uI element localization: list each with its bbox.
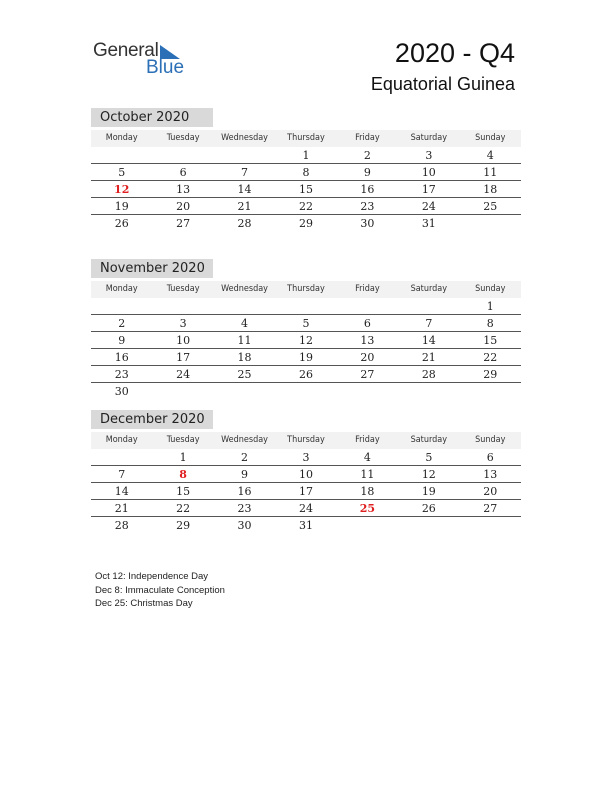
week-row	[91, 332, 521, 349]
day-cell: 11	[360, 468, 375, 481]
day-cell: 2	[241, 451, 249, 464]
day-cell: 18	[360, 485, 375, 498]
day-cell	[152, 298, 213, 314]
weekday-header: Monday	[105, 133, 138, 143]
day-cell: 27	[483, 502, 498, 515]
day-cell: 21	[421, 351, 436, 364]
day-cell: 31	[421, 217, 436, 230]
day-cell: 17	[421, 183, 436, 196]
day-cell: 23	[237, 502, 252, 515]
day-cell: 12	[114, 183, 130, 196]
month-november	[91, 259, 521, 400]
day-cell: 4	[486, 149, 494, 162]
day-cell: 8	[179, 468, 187, 481]
day-cell	[398, 383, 459, 400]
day-cell: 23	[360, 200, 375, 213]
day-cell: 24	[176, 368, 191, 381]
country-name: Equatorial Guinea	[370, 74, 515, 94]
month-label: December 2020	[91, 410, 213, 429]
day-cell: 14	[237, 183, 252, 196]
day-cell	[275, 298, 336, 314]
day-cell: 21	[114, 502, 129, 515]
week-row	[91, 466, 521, 483]
day-cell: 22	[483, 351, 498, 364]
day-cell: 5	[118, 166, 126, 179]
week-row	[91, 449, 521, 466]
day-cell: 2	[118, 317, 126, 330]
day-cell: 1	[486, 300, 494, 313]
weekday-header: Tuesday	[166, 435, 200, 445]
logo-blue-text: Blue	[146, 57, 185, 78]
day-cell: 5	[302, 317, 310, 330]
weekday-header: Wednesday	[221, 435, 268, 445]
page-title: 2020 - Q4	[394, 38, 515, 68]
day-cell: 15	[483, 334, 498, 347]
weekday-header-row	[91, 130, 521, 147]
day-cell	[337, 383, 398, 400]
day-cell: 20	[176, 200, 191, 213]
day-cell	[398, 517, 459, 534]
day-cell: 28	[421, 368, 436, 381]
day-cell: 16	[114, 351, 129, 364]
day-cell: 1	[302, 149, 310, 162]
day-cell: 20	[360, 351, 375, 364]
day-cell: 7	[241, 166, 249, 179]
day-cell: 30	[114, 385, 129, 398]
weekday-header: Thursday	[287, 284, 325, 294]
day-cell: 7	[118, 468, 126, 481]
day-cell: 28	[114, 519, 129, 532]
day-cell: 14	[114, 485, 129, 498]
month-december	[91, 410, 521, 534]
day-cell: 11	[483, 166, 498, 179]
day-cell: 3	[179, 317, 187, 330]
weekday-header: Thursday	[287, 435, 325, 445]
day-cell: 13	[360, 334, 375, 347]
day-cell: 19	[421, 485, 436, 498]
day-cell: 20	[483, 485, 498, 498]
weekday-header: Thursday	[287, 133, 325, 143]
month-october	[91, 108, 521, 232]
day-cell: 6	[363, 317, 371, 330]
week-row	[91, 215, 521, 232]
weekday-header: Sunday	[475, 133, 506, 143]
month-label: November 2020	[91, 259, 213, 278]
day-cell: 29	[483, 368, 498, 381]
day-cell: 17	[298, 485, 313, 498]
day-cell: 30	[237, 519, 252, 532]
week-row	[91, 147, 521, 164]
week-row	[91, 164, 521, 181]
day-cell: 9	[241, 468, 249, 481]
day-cell: 18	[237, 351, 252, 364]
day-cell: 24	[298, 502, 313, 515]
day-cell: 10	[421, 166, 436, 179]
day-cell: 8	[486, 317, 494, 330]
weekday-header: Monday	[105, 284, 138, 294]
day-cell	[460, 517, 521, 534]
logo-general-text: General	[93, 40, 159, 61]
day-cell: 31	[298, 519, 313, 532]
weekday-header: Monday	[105, 435, 138, 445]
day-cell: 8	[302, 166, 310, 179]
weekday-header: Saturday	[410, 133, 448, 143]
weekday-header: Saturday	[410, 284, 448, 294]
day-cell: 7	[425, 317, 433, 330]
day-cell: 26	[421, 502, 436, 515]
day-cell: 6	[486, 451, 494, 464]
day-cell: 24	[421, 200, 436, 213]
day-cell	[398, 298, 459, 314]
day-cell: 12	[298, 334, 313, 347]
day-cell: 10	[176, 334, 191, 347]
week-row	[91, 500, 521, 517]
day-cell	[91, 298, 152, 314]
day-cell: 27	[360, 368, 375, 381]
day-cell: 29	[176, 519, 191, 532]
day-cell: 12	[421, 468, 436, 481]
weekday-header: Tuesday	[166, 284, 200, 294]
day-cell	[214, 383, 275, 400]
day-cell: 18	[483, 183, 498, 196]
day-cell: 17	[176, 351, 191, 364]
weekday-header: Tuesday	[166, 133, 200, 143]
day-cell: 3	[425, 149, 433, 162]
weekday-header: Wednesday	[221, 133, 268, 143]
day-cell: 2	[363, 149, 371, 162]
day-cell: 9	[363, 166, 371, 179]
day-cell	[214, 147, 275, 163]
weekday-header: Friday	[355, 435, 380, 445]
week-row	[91, 366, 521, 383]
day-cell: 21	[237, 200, 252, 213]
day-cell: 25	[237, 368, 252, 381]
day-cell: 5	[425, 451, 433, 464]
day-cell: 11	[237, 334, 252, 347]
brand-logo	[93, 40, 193, 80]
weekday-header: Wednesday	[221, 284, 268, 294]
day-cell	[152, 383, 213, 400]
week-row	[91, 517, 521, 534]
week-row	[91, 315, 521, 332]
day-cell: 28	[237, 217, 252, 230]
day-cell: 22	[176, 502, 191, 515]
day-cell: 16	[237, 485, 252, 498]
day-cell: 25	[359, 502, 376, 515]
day-cell: 4	[363, 451, 371, 464]
day-cell: 22	[298, 200, 313, 213]
day-cell: 29	[298, 217, 313, 230]
holiday-note: Dec 25: Christmas Day	[95, 598, 193, 609]
day-cell: 19	[114, 200, 129, 213]
day-cell: 19	[298, 351, 313, 364]
day-cell: 30	[360, 217, 375, 230]
week-row	[91, 383, 521, 400]
day-cell: 25	[483, 200, 498, 213]
day-cell: 26	[114, 217, 129, 230]
day-cell	[337, 298, 398, 314]
day-cell: 16	[360, 183, 375, 196]
week-row	[91, 349, 521, 366]
weekday-header-row	[91, 432, 521, 449]
day-cell	[337, 517, 398, 534]
holiday-note: Dec 8: Immaculate Conception	[95, 584, 225, 596]
holiday-notes	[95, 570, 225, 611]
weekday-header: Sunday	[475, 284, 506, 294]
day-cell	[275, 383, 336, 400]
day-cell	[152, 147, 213, 163]
week-row	[91, 298, 521, 315]
day-cell: 23	[114, 368, 129, 381]
day-cell	[460, 383, 521, 400]
week-row	[91, 198, 521, 215]
day-cell	[214, 298, 275, 314]
day-cell: 6	[179, 166, 187, 179]
week-row	[91, 483, 521, 500]
day-cell: 14	[421, 334, 436, 347]
day-cell: 13	[176, 183, 191, 196]
day-cell: 27	[176, 217, 191, 230]
day-cell	[91, 147, 152, 163]
weekday-header: Friday	[355, 284, 380, 294]
weekday-header: Sunday	[475, 435, 506, 445]
day-cell: 1	[179, 451, 187, 464]
day-cell: 10	[298, 468, 313, 481]
day-cell	[460, 215, 521, 232]
day-cell	[91, 449, 152, 465]
week-row	[91, 181, 521, 198]
day-cell: 9	[118, 334, 126, 347]
day-cell: 4	[241, 317, 249, 330]
day-cell: 26	[298, 368, 313, 381]
weekday-header: Saturday	[410, 435, 448, 445]
weekday-header: Friday	[355, 133, 380, 143]
day-cell: 3	[302, 451, 310, 464]
day-cell: 15	[298, 183, 313, 196]
holiday-note: Oct 12: Independence Day	[95, 571, 209, 582]
day-cell: 15	[176, 485, 191, 498]
day-cell: 13	[483, 468, 498, 481]
weekday-header-row	[91, 281, 521, 298]
month-label: October 2020	[91, 108, 213, 127]
